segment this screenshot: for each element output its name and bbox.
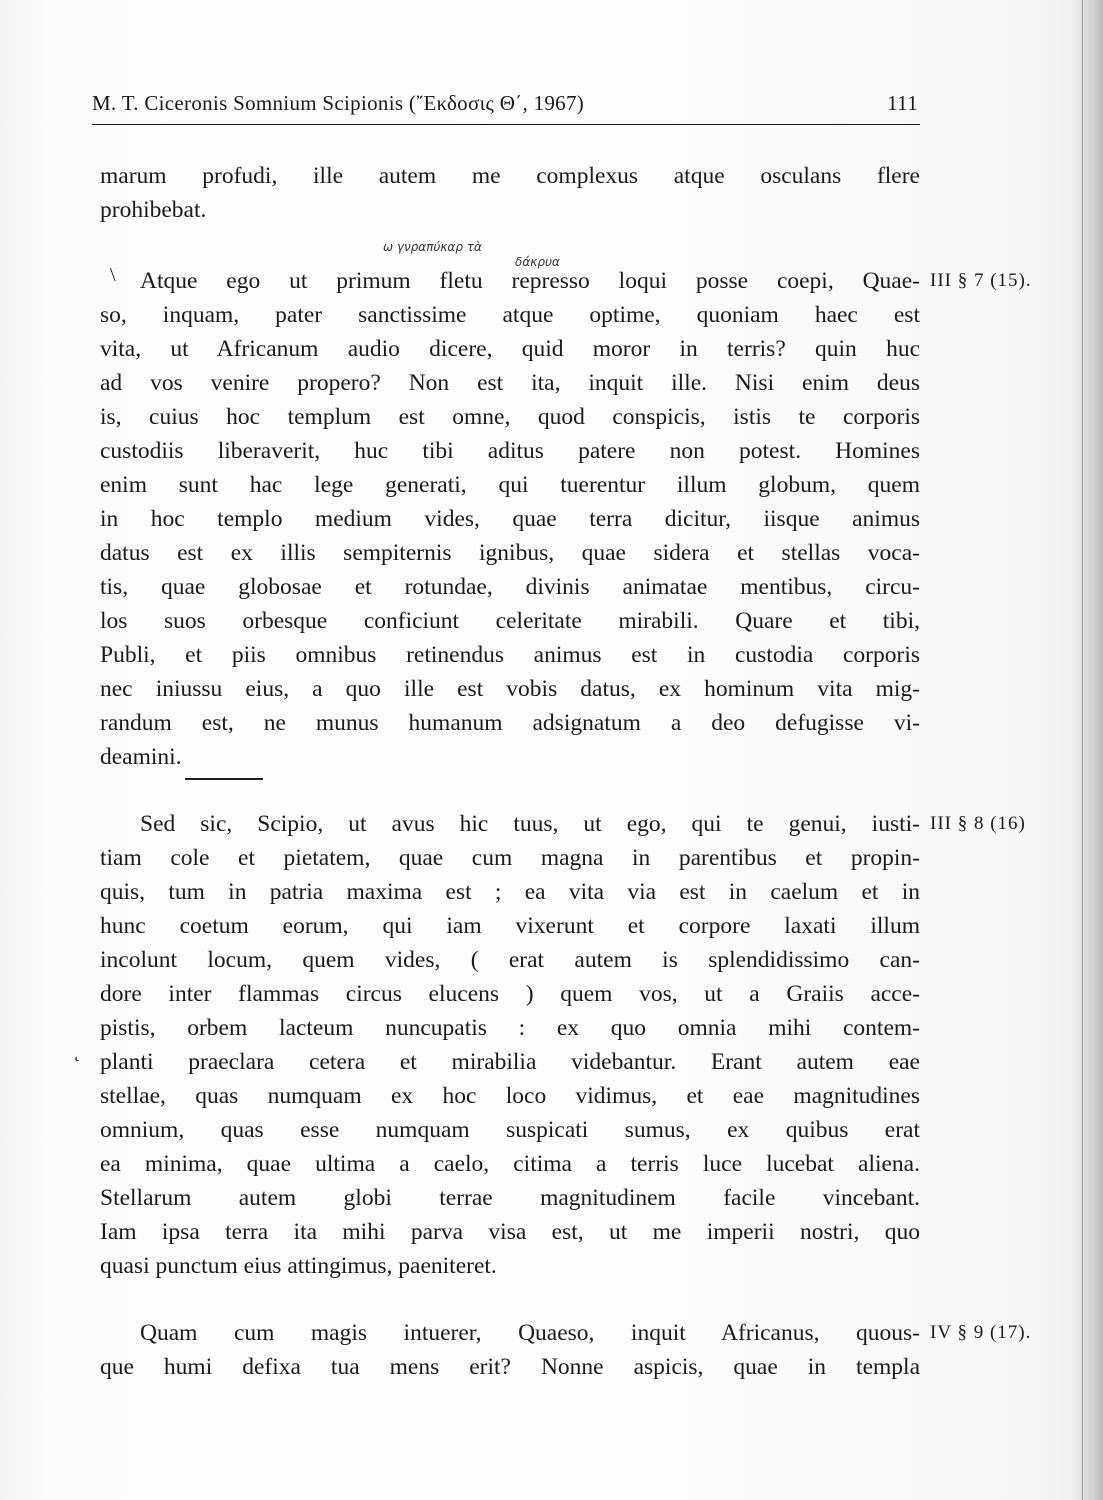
text-line: hunc coetum eorum, qui iam vixerunt et corpore laxati illum	[100, 913, 920, 939]
page-edge	[1075, 0, 1103, 1500]
text-line: is, cuius hoc templum est omne, quod conspicis, istis te corporis	[100, 404, 920, 430]
page-edge-line	[1082, 0, 1083, 1500]
margin-mark: ˛	[74, 1040, 81, 1062]
text-line: vita, ut Africanum audio dicere, quid moror in terris? quin huc	[100, 336, 920, 362]
text-line: nec iniussu eius, a quo ille est vobis datus, ex hominum vita mig-	[100, 676, 920, 702]
text-line: custodiis liberaverit, huc tibi aditus patere non potest. Homines	[100, 438, 920, 464]
running-header	[92, 88, 920, 122]
section-reference: IV § 9 (17).	[930, 1322, 1032, 1343]
text-line: in hoc templo medium vides, quae terra dicitur, iisque animus	[100, 506, 920, 532]
text-line: Atque ego ut primum fletu represso loqui posse coepi, Quae-	[140, 268, 920, 294]
text-line: dore inter flammas circus elucens ) quem vos, ut a Graiis acce-	[100, 981, 920, 1007]
text-line: los suos orbesque conficiunt celeritate mirabili. Quare et tibi,	[100, 608, 920, 634]
margin-mark: \	[110, 264, 116, 286]
header-rule	[92, 124, 920, 125]
text-line: enim sunt hac lege generati, qui tuerentur illum globum, quem	[100, 472, 920, 498]
text-line: Sed sic, Scipio, ut avus hic tuus, ut ego, qui te genui, iusti-	[140, 811, 920, 837]
text-line: datus est ex illis sempiternis ignibus, quae sidera et stellas voca-	[100, 540, 920, 566]
text-line: ad vos venire propero? Non est ita, inquit ille. Nisi enim deus	[100, 370, 920, 396]
text-line: omnium, quas esse numquam suspicati sumus, ex quibus erat	[100, 1117, 920, 1143]
handwritten-annotation: ω γνραπύκαρ τὰ	[383, 240, 482, 254]
text-line: pistis, orbem lacteum nuncupatis : ex quo omnia mihi contem-	[100, 1015, 920, 1041]
text-line: marum profudi, ille autem me complexus atque osculans flere	[100, 163, 920, 189]
handwritten-annotation: δάκρυα	[515, 255, 560, 269]
text-line: Iam ipsa terra ita mihi parva visa est, ut me imperii nostri, quo	[100, 1219, 920, 1245]
text-line: Publi, et piis omnibus retinendus animus est in custodia corporis	[100, 642, 920, 668]
text-line: tis, quae globosae et rotundae, divinis animatae mentibus, circu-	[100, 574, 920, 600]
text-line: planti praeclara cetera et mirabilia videbantur. Erant autem eae	[100, 1049, 920, 1075]
text-line: so, inquam, pater sanctissime atque optime, quoniam haec est	[100, 302, 920, 328]
section-separator	[185, 778, 263, 780]
text-line: quis, tum in patria maxima est ; ea vita via est in caelum et in	[100, 879, 920, 905]
text-line: tiam cole et pietatem, quae cum magna in parentibus et propin-	[100, 845, 920, 871]
text-line: ea minima, quae ultima a caelo, citima a terris luce lucebat aliena.	[100, 1151, 920, 1177]
text-line: stellae, quas numquam ex hoc loco vidimus, et eae magnitudines	[100, 1083, 920, 1109]
text-line: randum est, ne munus humanum adsignatum a deo defugisse vi-	[100, 710, 920, 736]
section-reference: III § 7 (15).	[930, 270, 1032, 291]
text-line: Quam cum magis intuerer, Quaeso, inquit Africanus, quous-	[140, 1320, 920, 1346]
header-title: M. T. Ciceronis Somnium Scipionis (῎Εκδοσις Θ΄, 1967)	[92, 91, 585, 115]
text-line: prohibebat.	[100, 197, 207, 223]
text-line: deamini.	[100, 744, 182, 770]
text-line: Stellarum autem globi terrae magnitudinem facile vincebant.	[100, 1185, 920, 1211]
text-line: incolunt locum, quem vides, ( erat autem is splendidissimo can-	[100, 947, 920, 973]
text-line: quasi punctum eius attingimus, paeniteret.	[100, 1253, 497, 1279]
section-reference: III § 8 (16)	[930, 813, 1026, 834]
text-line: que humi defixa tua mens erit? Nonne aspicis, quae in templa	[100, 1354, 920, 1380]
page-number: 111	[887, 91, 918, 115]
